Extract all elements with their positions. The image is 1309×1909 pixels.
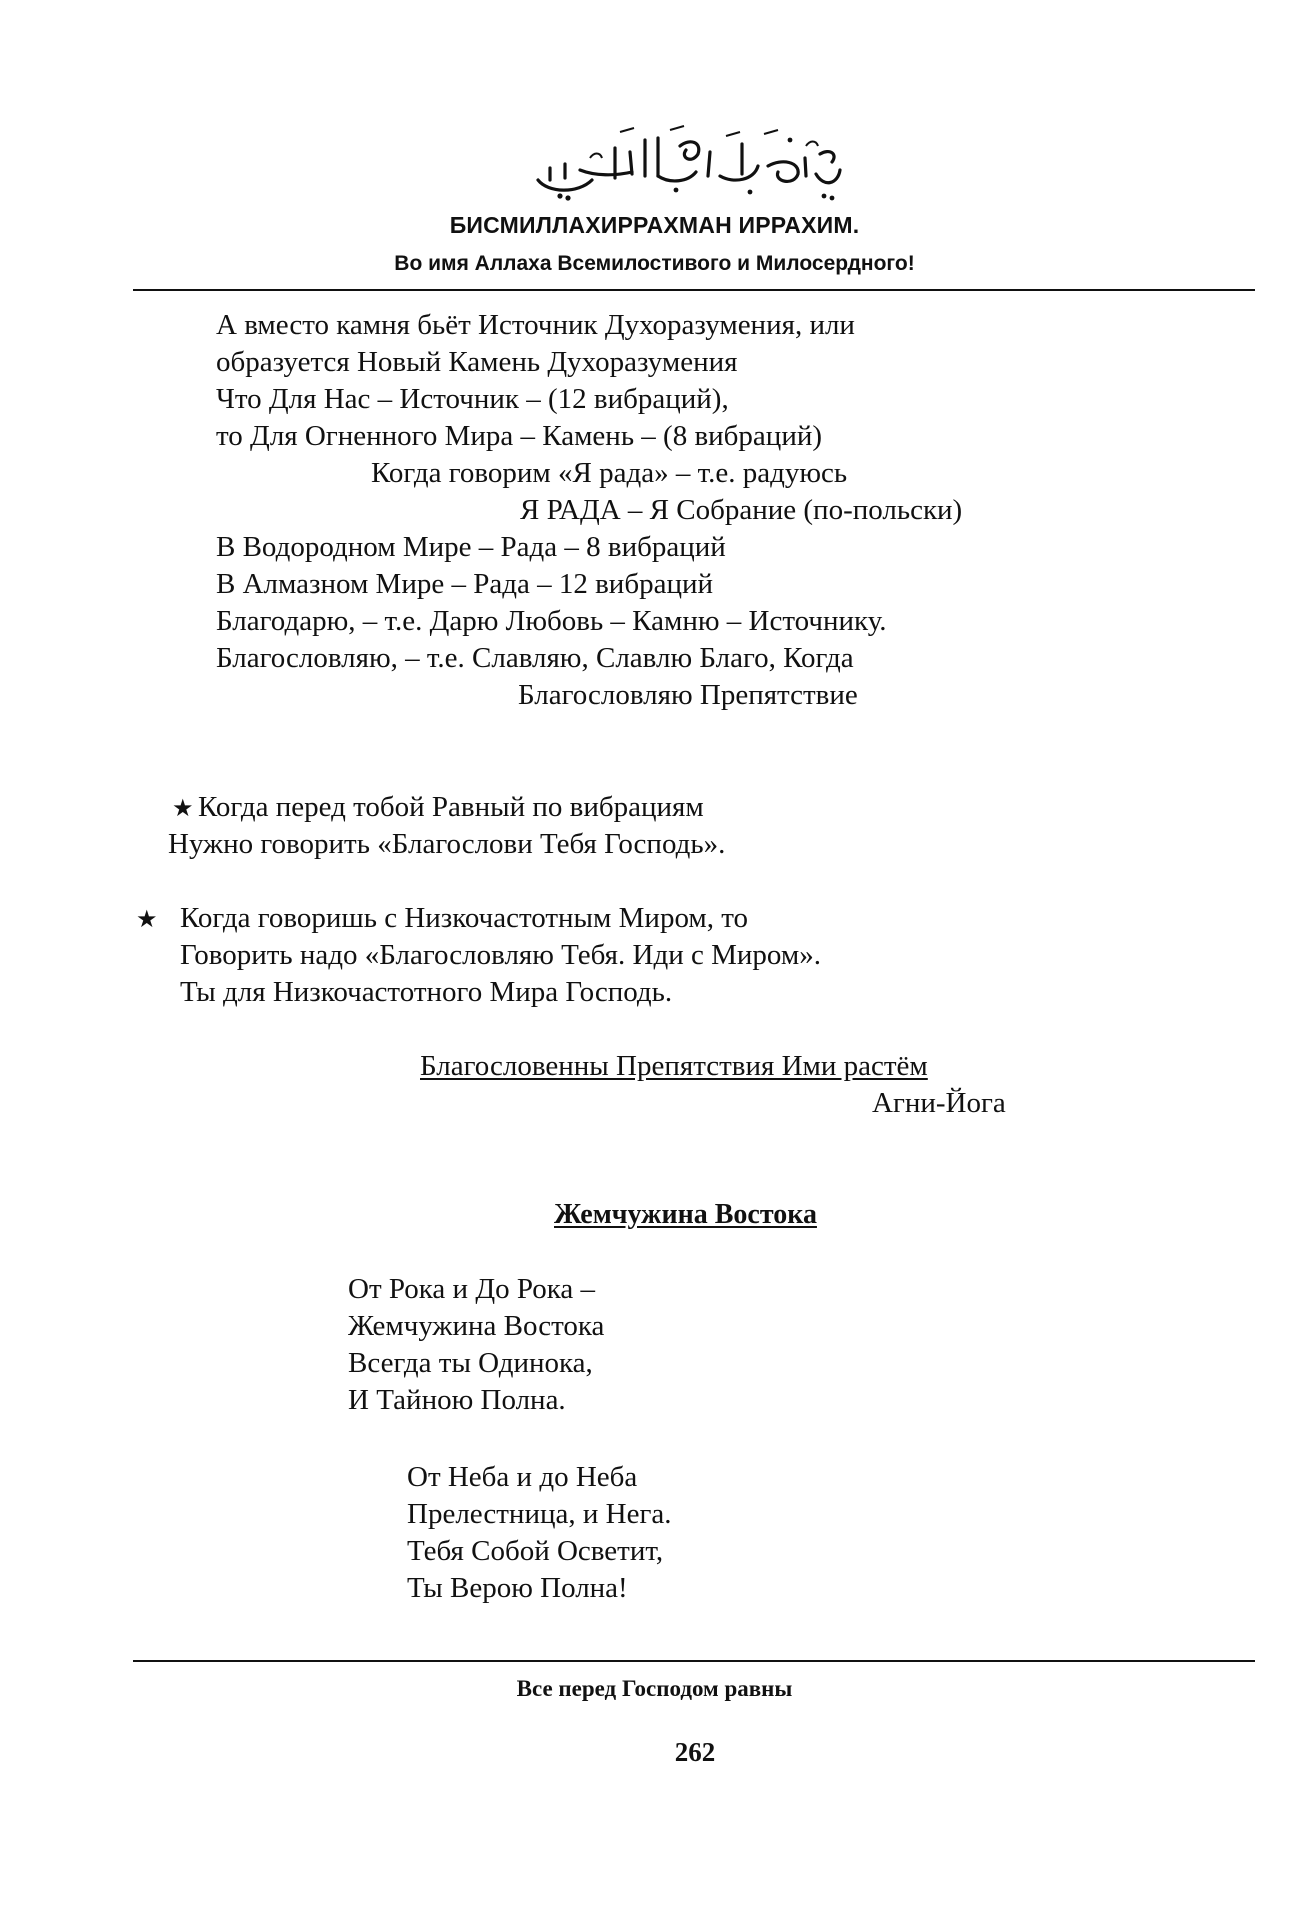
note-2-line-3: Ты для Низкочастотного Мира Господь. (180, 976, 673, 1008)
basmala-calligraphy (520, 118, 850, 210)
poem-line: Прелестница, и Нега. (407, 1498, 672, 1530)
body-line: Благодарю, – т.е. Дарю Любовь – Камню – Источнику. (216, 605, 887, 637)
body-line: Когда говорим «Я рада» – т.е. радуюсь (371, 457, 848, 489)
quote-text: Благословенны Препятствия Ими растём (420, 1050, 928, 1082)
running-footer: Все перед Господом равны (516, 1676, 793, 1701)
body-line: А вместо камня бьёт Источник Духоразумения, или (216, 309, 855, 341)
body-line: В Алмазном Мире – Рада – 12 вибраций (216, 568, 714, 600)
quote-source: Агни-Йога (872, 1087, 1006, 1119)
note-2-line-1 (136, 900, 748, 937)
poem-line: От Рока и До Рока – (348, 1273, 596, 1305)
header-subtitle: Во имя Аллаха Всемилостивого и Милосердного! (394, 252, 915, 275)
note-2-line-2: Говорить надо «Благословляю Тебя. Иди с Миром». (180, 939, 821, 971)
star-bullet-icon: ★ (136, 905, 158, 933)
note-1-text: Когда перед тобой Равный по вибрациям (198, 791, 704, 823)
poem-line: Тебя Собой Осветит, (407, 1535, 664, 1567)
poem-line: И Тайною Полна. (348, 1384, 566, 1416)
note-1-line-1 (172, 789, 704, 826)
body-line: то Для Огненного Мира – Камень – (8 вибраций) (216, 420, 823, 452)
body-line: Что Для Нас – Источник – (12 вибраций), (216, 383, 729, 415)
body-line: образуется Новый Камень Духоразумения (216, 346, 738, 378)
poem-title: Жемчужина Востока (554, 1199, 817, 1230)
body-line: В Водородном Мире – Рада – 8 вибраций (216, 531, 726, 563)
note-1-line-2: Нужно говорить «Благослови Тебя Господь». (168, 828, 726, 860)
body-line: Благословляю, – т.е. Славляю, Славлю Благо, Когда (216, 642, 854, 674)
poem-line: Жемчужина Востока (348, 1310, 605, 1342)
body-line: Благословляю Препятствие (518, 679, 858, 711)
body-line: Я РАДА – Я Собрание (по-польски) (520, 494, 963, 526)
poem-line: От Неба и до Неба (407, 1461, 638, 1493)
footer-divider (133, 1660, 1255, 1662)
page-number: 262 (674, 1737, 716, 1767)
header-divider (133, 289, 1255, 291)
star-bullet-icon: ★ (172, 794, 194, 822)
note-2-text: Когда говоришь с Низкочастотным Миром, то (180, 902, 749, 934)
poem-line: Ты Верою Полна! (407, 1572, 628, 1604)
poem-line: Всегда ты Одинока, (348, 1347, 593, 1379)
header-title: БИСМИЛЛАХИРРАХМАН ИРРАХИМ. (449, 212, 860, 238)
